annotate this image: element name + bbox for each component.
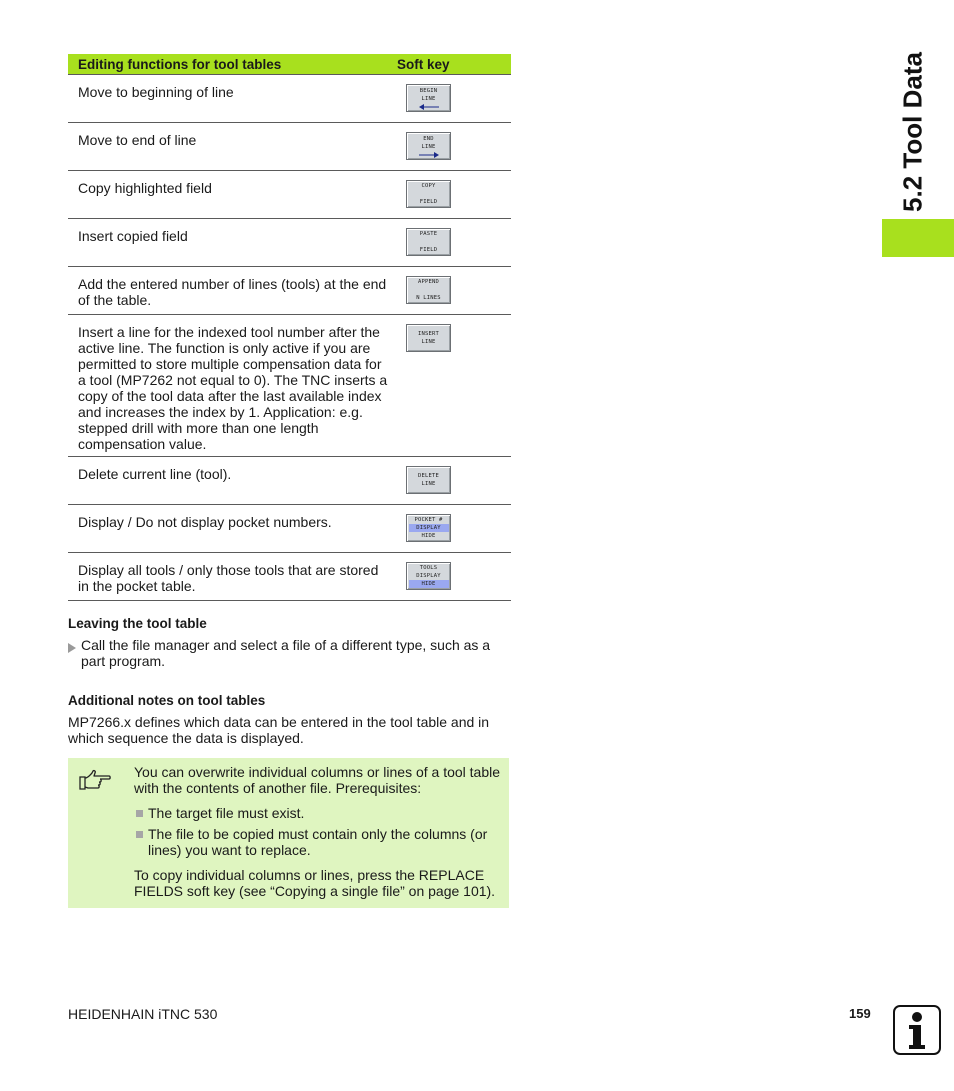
footer-product: HEIDENHAIN iTNC 530: [68, 1006, 218, 1022]
tip-outro: To copy individual columns or lines, press the REPLACE FIELDS soft key (see “Copying a single file” on page 101).: [134, 867, 496, 899]
function-description: Insert copied field: [78, 228, 188, 244]
arrow-right-icon: [419, 152, 439, 158]
softkey-label: LINE: [421, 481, 436, 487]
leaving-heading: Leaving the tool table: [68, 616, 207, 631]
table-row: [68, 171, 511, 219]
softkey-label: COPY: [421, 183, 436, 189]
softkey-button[interactable]: [406, 562, 451, 590]
softkey-label: TOOLS: [419, 565, 438, 571]
table-row: [68, 457, 511, 505]
table-row: [68, 75, 511, 123]
softkey-label: DISPLAY: [416, 573, 441, 579]
softkey-label: LINE: [421, 143, 436, 150]
softkey-button[interactable]: [406, 84, 451, 112]
softkey-cell: [397, 267, 511, 314]
header-softkey: Soft key: [397, 56, 450, 72]
leaving-step: Call the file manager and select a file of a different type, such as a part program.: [81, 637, 491, 669]
softkey-label: HIDE: [421, 533, 436, 539]
softkey-cell: [397, 505, 511, 552]
table-row: [68, 505, 511, 553]
softkey-label: END: [423, 135, 434, 142]
softkey-label: FIELD: [419, 247, 438, 253]
table-row: [68, 315, 511, 457]
softkey-label: BEGIN: [419, 87, 438, 94]
notes-heading: Additional notes on tool tables: [68, 693, 266, 708]
tip-box: [68, 758, 509, 908]
softkey-cell: [397, 219, 511, 266]
softkey-label: N LINES: [416, 295, 441, 301]
softkey-button[interactable]: [406, 514, 451, 542]
softkey-label: POCKET #: [414, 517, 443, 523]
tip-bullet: The target file must exist.: [134, 805, 504, 821]
step-arrow-icon: [68, 640, 76, 658]
function-description: Add the entered number of lines (tools) at the end of the table.: [78, 276, 387, 308]
table-header: [68, 54, 511, 75]
softkey-cell: [397, 553, 511, 600]
softkey-button[interactable]: [406, 324, 451, 352]
softkey-label: DISPLAY: [409, 524, 449, 532]
softkey-cell: [397, 171, 511, 218]
function-description: Display all tools / only those tools that are stored in the pocket table.: [78, 562, 379, 594]
bullet-square-icon: [136, 810, 143, 817]
header-function: Editing functions for tool tables: [78, 56, 282, 72]
tip-intro: You can overwrite individual columns or lines of a tool table with the contents of another file. Prerequisites:: [134, 764, 501, 796]
softkey-cell: [397, 457, 511, 504]
softkey-label: DELETE: [417, 473, 440, 479]
function-description: Delete current line (tool).: [78, 466, 232, 482]
softkey-label: APPEND: [417, 279, 440, 285]
table-row: [68, 123, 511, 171]
table-body: [68, 75, 511, 601]
function-description: Copy highlighted field: [78, 180, 212, 196]
arrow-left-icon: [419, 104, 439, 110]
softkey-cell: [397, 75, 511, 122]
table-row: [68, 219, 511, 267]
function-description: Move to beginning of line: [78, 84, 234, 100]
softkey-button[interactable]: [406, 466, 451, 494]
softkey-button[interactable]: [406, 180, 451, 208]
notes-body: MP7266.x defines which data can be entered in the tool table and in which sequence the data is displayed.: [68, 714, 490, 746]
function-description: Move to end of line: [78, 132, 197, 148]
softkey-button[interactable]: [406, 276, 451, 304]
softkey-label: INSERT: [417, 331, 440, 337]
softkey-button[interactable]: [406, 228, 451, 256]
softkey-label: PASTE: [419, 231, 438, 237]
softkey-cell: [397, 123, 511, 170]
table-row: [68, 267, 511, 315]
page-number: 159: [849, 1006, 871, 1021]
softkey-label: LINE: [421, 339, 436, 345]
function-description: Display / Do not display pocket numbers.: [78, 514, 332, 530]
pointing-hand-icon: [79, 769, 111, 796]
chapter-tab: [882, 219, 954, 257]
softkey-label: LINE: [421, 95, 436, 102]
tip-bullet: The file to be copied must contain only the columns (or lines) you want to replace.: [134, 826, 504, 858]
chapter-title: 5.2 Tool Data: [897, 52, 928, 212]
editing-functions-table: [68, 54, 511, 601]
softkey-label: HIDE: [409, 580, 449, 588]
function-description: Insert a line for the indexed tool number after the active line. The function is only active if you are permitted to store multiple compensation data for a tool (MP7262 not equal to 0). The TNC inserts a copy of the tool data after the last available index and increases the index by 1. Application: e.g. stepped drill with more than one length compensation value.: [78, 324, 388, 452]
softkey-button[interactable]: [406, 132, 451, 160]
info-icon: [893, 1005, 941, 1055]
softkey-label: FIELD: [419, 199, 438, 205]
bullet-square-icon: [136, 831, 143, 838]
softkey-cell: [397, 315, 511, 456]
table-row: [68, 553, 511, 601]
